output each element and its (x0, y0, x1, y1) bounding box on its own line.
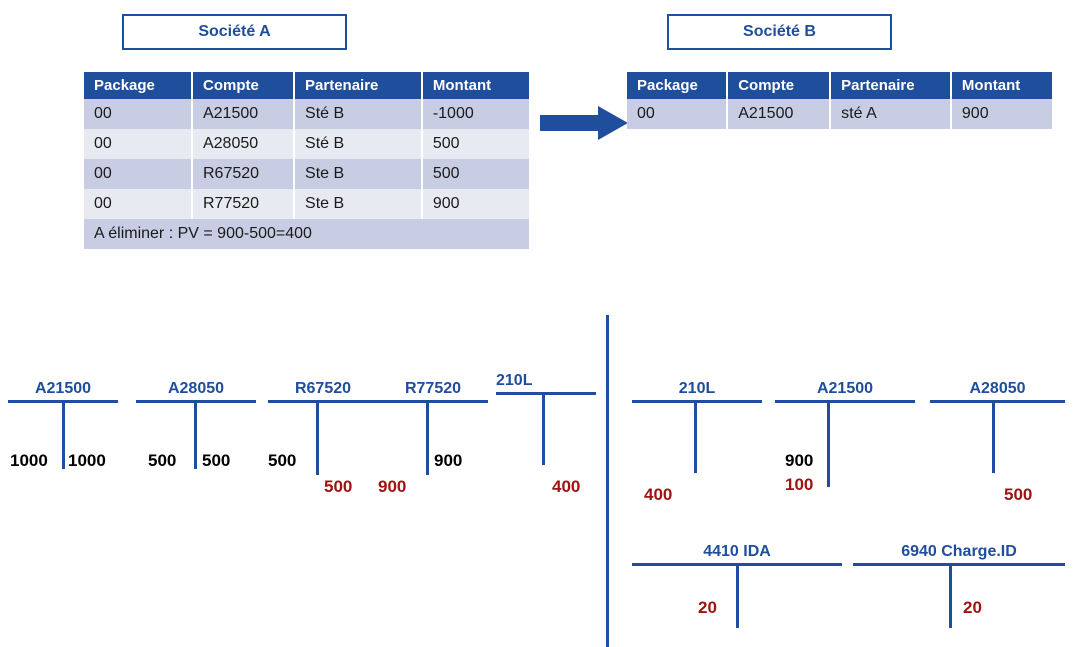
t-account-stem (542, 395, 545, 465)
column-header-compte: Compte (192, 72, 294, 99)
t-account-stem (949, 566, 952, 628)
t-account-stem (992, 403, 995, 473)
t-account-credit-amount: 1000 (68, 451, 106, 470)
t-account-a21500 (8, 380, 118, 483)
table-note-row (84, 219, 529, 249)
table-header-row (627, 72, 1052, 99)
t-account-stem (316, 403, 319, 475)
table-row (84, 129, 529, 159)
t-account-debit-amount: 20 (698, 598, 717, 617)
cell-montant: 500 (422, 129, 529, 159)
t-account-stem (827, 403, 830, 487)
t-account-title: 210L (496, 372, 533, 389)
t-account-title: A21500 (34, 380, 92, 397)
t-account-debit-amount: 1000 (10, 451, 48, 470)
t-account-a28050 (136, 380, 256, 483)
cell-montant: 900 (951, 99, 1052, 129)
cell-package: 00 (84, 159, 192, 189)
t-account-credit-amount: 500 (324, 477, 353, 496)
t-account-title: 6940 Charge.ID (901, 543, 1017, 560)
table-row (84, 159, 529, 189)
t-account-credit-amount: 20 (963, 598, 982, 617)
t-account-title: R77520 (404, 380, 462, 397)
column-header-partenaire: Partenaire (830, 72, 951, 99)
cell-package: 00 (84, 99, 192, 129)
column-header-package: Package (84, 72, 192, 99)
column-header-partenaire: Partenaire (294, 72, 422, 99)
table-row (84, 189, 529, 219)
t-account-a28050-right (930, 380, 1065, 504)
arrow-right-icon (540, 106, 630, 140)
t-account-4410-ida (632, 543, 842, 646)
t-account-6940-charge-id (853, 543, 1065, 646)
column-header-montant: Montant (422, 72, 529, 99)
company-b-table (627, 72, 1052, 129)
t-account-title: 210L (678, 380, 716, 397)
company-b-title-box (667, 14, 892, 50)
t-account-title: R67520 (294, 380, 352, 397)
t-account-debit-amount: 500 (148, 451, 177, 470)
elimination-note: A éliminer : PV = 900-500=400 (84, 219, 529, 249)
table-header-row (84, 72, 529, 99)
company-a-title-box (122, 14, 347, 50)
cell-montant: -1000 (422, 99, 529, 129)
t-account-credit-amount: 500 (202, 451, 231, 470)
transfer-arrow (540, 106, 630, 140)
column-header-package: Package (627, 72, 727, 99)
t-account-credit-amount: 400 (552, 477, 581, 496)
cell-montant: 500 (422, 159, 529, 189)
t-account-title: A21500 (816, 380, 874, 397)
t-account-210l-left (496, 372, 596, 496)
t-account-stem (426, 403, 429, 475)
column-header-montant: Montant (951, 72, 1052, 99)
t-account-stem (694, 403, 697, 473)
cell-partenaire: Sté B (294, 129, 422, 159)
t-account-credit-amount: 500 (1004, 485, 1033, 504)
cell-compte: R67520 (192, 159, 294, 189)
table-row (84, 99, 529, 129)
t-account-debit-amount: 900 (785, 451, 814, 470)
t-account-r67520 (268, 380, 378, 496)
t-account-stem (194, 403, 197, 469)
cell-package: 00 (84, 129, 192, 159)
company-a-title: Société A (198, 23, 271, 40)
t-account-r77520 (378, 380, 488, 496)
t-account-stem (62, 403, 65, 469)
table-row (627, 99, 1052, 129)
cell-partenaire: sté A (830, 99, 951, 129)
cell-package: 00 (84, 189, 192, 219)
t-account-title: 4410 IDA (703, 543, 771, 560)
company-b-title: Société B (743, 23, 816, 40)
cell-compte: A21500 (727, 99, 830, 129)
cell-partenaire: Ste B (294, 189, 422, 219)
cell-compte: A28050 (192, 129, 294, 159)
cell-partenaire: Ste B (294, 159, 422, 189)
t-account-debit-amount-2: 100 (785, 475, 814, 494)
cell-montant: 900 (422, 189, 529, 219)
section-divider (606, 315, 609, 647)
t-account-stem (736, 566, 739, 628)
cell-partenaire: Sté B (294, 99, 422, 129)
cell-compte: A21500 (192, 99, 294, 129)
t-account-debit-amount: 400 (644, 485, 673, 504)
t-account-credit-amount: 900 (434, 451, 463, 470)
t-account-debit-amount: 500 (268, 451, 297, 470)
company-a-table (84, 72, 529, 249)
t-account-title: A28050 (969, 380, 1026, 397)
t-account-210l-right (632, 380, 762, 504)
t-account-title: A28050 (167, 380, 225, 397)
cell-package: 00 (627, 99, 727, 129)
column-header-compte: Compte (727, 72, 830, 99)
t-account-a21500-right (775, 380, 915, 503)
t-account-debit-amount: 900 (378, 477, 407, 496)
cell-compte: R77520 (192, 189, 294, 219)
